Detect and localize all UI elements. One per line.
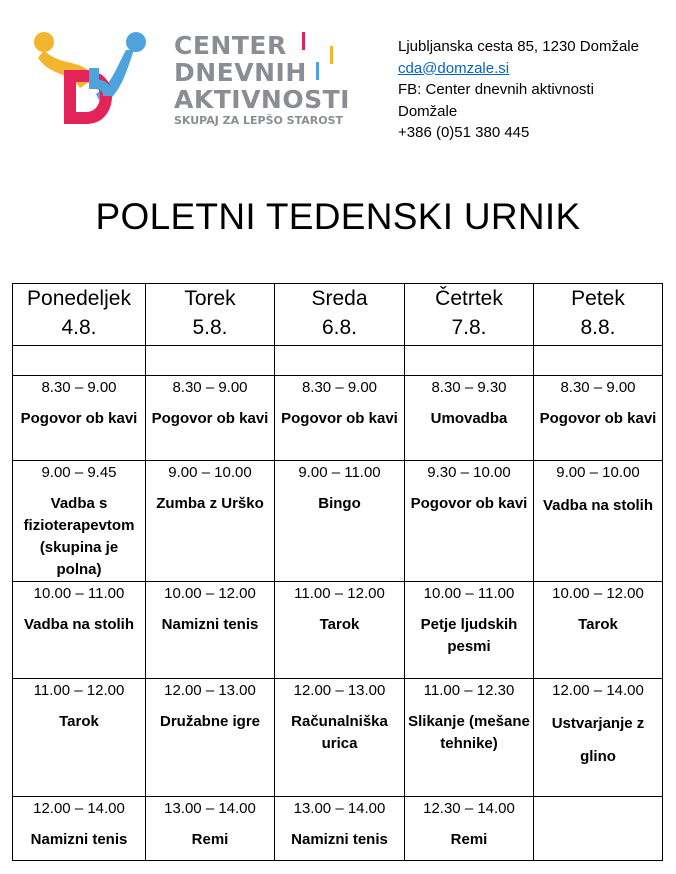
schedule-cell	[275, 376, 405, 461]
schedule-cell	[405, 679, 534, 797]
logo	[30, 28, 350, 128]
schedule-cell	[534, 679, 663, 797]
schedule-cell	[405, 582, 534, 679]
schedule-row	[13, 797, 663, 861]
email-link[interactable]: cda@domzale.si	[398, 59, 510, 77]
day-name: Petek	[571, 287, 625, 310]
schedule-cell	[146, 679, 275, 797]
slot-activity: Računalniška urica	[291, 713, 388, 752]
slot-activity: Remi	[450, 831, 488, 848]
logo-line-1: CENTER	[174, 31, 287, 60]
day-header-tuesday	[146, 284, 275, 346]
slot-time: 9.00 – 11.00	[298, 464, 381, 481]
schedule-cell	[275, 679, 405, 797]
schedule-cell	[275, 797, 405, 861]
slot-time: 9.00 – 10.00	[168, 464, 252, 481]
slot-activity: Pogovor ob kavi	[281, 410, 398, 427]
slot-activity: Petje ljudskih pesmi	[420, 616, 518, 655]
schedule-cell	[146, 461, 275, 582]
slot-time: 10.00 – 12.00	[552, 585, 644, 602]
slot-activity: Družabne igre	[159, 713, 261, 730]
schedule-cell	[534, 461, 663, 582]
schedule-cell	[13, 582, 146, 679]
slot-activity: Zumba z Urško	[156, 495, 264, 512]
schedule-row	[13, 376, 663, 461]
slot-activity: Pogovor ob kavi	[539, 410, 657, 427]
slot-time: 8.30 – 9.00	[41, 379, 117, 396]
slot-time: 10.00 – 11.00	[33, 585, 125, 602]
schedule-cell	[405, 797, 534, 861]
slot-time: 8.30 – 9.00	[301, 379, 378, 396]
contact-info	[398, 36, 639, 144]
day-header-monday	[13, 284, 146, 346]
day-header-thursday	[405, 284, 534, 346]
slot-activity: Bingo	[318, 495, 361, 512]
phone: +386 (0)51 380 445	[398, 124, 530, 141]
page-title: POLETNI TEDENSKI URNIK	[95, 196, 581, 237]
slot-time: 9.00 – 10.00	[556, 464, 640, 481]
empty-row	[13, 346, 663, 376]
slot-activity: Namizni tenis	[30, 831, 128, 848]
cda-logo-mark-icon	[30, 28, 160, 128]
slot-time: 13.00 – 14.00	[293, 800, 386, 817]
logo-text	[174, 32, 350, 128]
day-date: 4.8.	[61, 316, 97, 339]
logo-tagline: SKUPAJ ZA LEPŠO STAROST	[174, 114, 344, 127]
schedule-cell	[534, 582, 663, 679]
address: Ljubljanska cesta 85, 1230 Domžale	[398, 38, 639, 55]
slot-time: 10.00 – 12.00	[164, 585, 256, 602]
slot-activity: Slikanje (mešane tehnike)	[408, 713, 530, 752]
empty-cell	[534, 346, 663, 376]
schedule-cell	[275, 582, 405, 679]
slot-time: 9.30 – 10.00	[427, 464, 511, 481]
facebook-line-1: FB: Center dnevnih aktivnosti	[398, 81, 594, 98]
day-date: 7.8.	[451, 316, 487, 339]
slot-time: 8.30 – 9.00	[172, 379, 248, 396]
slot-activity: Namizni tenis	[291, 831, 388, 848]
slot-activity: Pogovor ob kavi	[20, 410, 138, 427]
slot-activity: Pogovor ob kavi	[410, 495, 528, 512]
slot-time: 12.00 – 14.00	[33, 800, 125, 817]
schedule-row	[13, 679, 663, 797]
schedule-cell	[534, 376, 663, 461]
slot-activity: Vadba s fizioterapevtom (skupina je polna)	[23, 495, 135, 578]
schedule-cell	[13, 679, 146, 797]
slot-time: 10.00 – 11.00	[423, 585, 515, 602]
schedule-cell	[275, 461, 405, 582]
slot-time: 12.30 – 14.00	[423, 800, 515, 817]
logo-bar-pink	[302, 32, 305, 50]
slot-time: 11.00 – 12.00	[294, 585, 385, 602]
slot-time: 9.00 – 9.45	[41, 464, 117, 481]
day-date: 6.8.	[321, 316, 358, 339]
schedule-cell	[13, 461, 146, 582]
slot-activity: Namizni tenis	[161, 616, 259, 633]
slot-activity: Pogovor ob kavi	[151, 410, 269, 427]
logo-line-2: DNEVNIH	[174, 58, 307, 87]
empty-cell	[146, 346, 275, 376]
slot-time: 12.00 – 14.00	[552, 682, 644, 699]
schedule-cell	[534, 797, 663, 861]
slot-activity: Tarok	[59, 713, 99, 730]
slot-time: 13.00 – 14.00	[164, 800, 256, 817]
logo-line-3: AKTIVNOSTI	[174, 85, 350, 114]
day-date: 5.8.	[192, 316, 228, 339]
slot-time: 12.00 – 13.00	[293, 682, 386, 699]
schedule-cell	[405, 461, 534, 582]
logo-bar-yellow	[330, 46, 333, 64]
day-header-wednesday	[275, 284, 405, 346]
logo-bar-blue	[316, 62, 319, 80]
day-name: Ponedeljek	[27, 287, 131, 310]
day-name: Torek	[184, 287, 236, 310]
empty-cell	[275, 346, 405, 376]
day-header-row	[13, 284, 663, 346]
schedule-row	[13, 461, 663, 582]
slot-time: 12.00 – 13.00	[164, 682, 256, 699]
day-name: Četrtek	[435, 287, 503, 310]
slot-activity: Vadba na stolih	[542, 497, 654, 514]
day-date: 8.8.	[580, 316, 616, 339]
day-header-friday	[534, 284, 663, 346]
schedule-cell	[405, 376, 534, 461]
slot-activity: Vadba na stolih	[23, 616, 135, 633]
day-name: Sreda	[311, 287, 368, 310]
schedule-cell	[146, 797, 275, 861]
slot-activity: Umovadba	[430, 410, 508, 427]
slot-activity: Remi	[191, 831, 229, 848]
empty-cell	[13, 346, 146, 376]
empty-cell	[405, 346, 534, 376]
slot-time: 11.00 – 12.30	[423, 682, 515, 699]
slot-time: 11.00 – 12.00	[33, 682, 125, 699]
slot-activity: Tarok	[578, 616, 618, 633]
schedule-cell	[13, 797, 146, 861]
schedule-table	[12, 283, 663, 861]
schedule-cell	[146, 582, 275, 679]
slot-activity: Tarok	[319, 616, 360, 633]
schedule-row	[13, 582, 663, 679]
slot-time: 8.30 – 9.00	[560, 379, 636, 396]
schedule-cell	[146, 376, 275, 461]
slot-activity: Ustvarjanje z glino	[551, 715, 645, 765]
slot-time: 8.30 – 9.30	[431, 379, 507, 396]
schedule-cell	[13, 376, 146, 461]
facebook-line-2: Domžale	[398, 102, 458, 120]
